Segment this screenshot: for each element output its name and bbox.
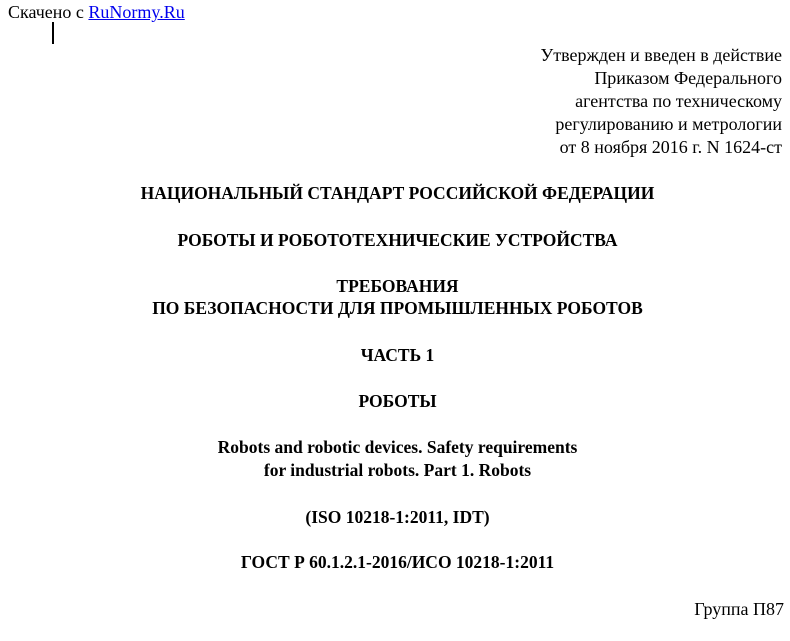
- approval-line: регулированию и метрологии: [555, 114, 782, 134]
- national-standard-heading: НАЦИОНАЛЬНЫЙ СТАНДАРТ РОССИЙСКОЙ ФЕДЕРАЦИИ: [140, 183, 655, 203]
- requirements-heading-line-1: ТРЕБОВАНИЯ: [336, 276, 459, 296]
- approval-line: Утвержден и введен в действие: [540, 45, 782, 65]
- approval-block: [540, 44, 782, 159]
- group-code: Группа П87: [694, 599, 784, 619]
- source-link[interactable]: RuNormy.Ru: [88, 2, 185, 22]
- part-number: ЧАСТЬ 1: [360, 345, 435, 365]
- approval-line: агентства по техническому: [575, 91, 782, 111]
- source-line: [8, 1, 185, 23]
- source-prefix: Скачено с: [8, 2, 89, 22]
- approval-line: от 8 ноября 2016 г. N 1624-ст: [559, 137, 782, 157]
- gost-code: ГОСТ Р 60.1.2.1-2016/ИСО 10218-1:2011: [240, 552, 555, 572]
- iso-reference: (ISO 10218-1:2011, IDT): [305, 507, 490, 527]
- part-title: РОБОТЫ: [358, 391, 437, 411]
- requirements-heading-line-2: ПО БЕЗОПАСНОСТИ ДЛЯ ПРОМЫШЛЕННЫХ РОБОТОВ: [152, 298, 643, 318]
- standard-title: РОБОТЫ И РОБОТОТЕХНИЧЕСКИЕ УСТРОЙСТВА: [177, 230, 618, 250]
- text-cursor: [52, 22, 54, 44]
- approval-line: Приказом Федерального: [594, 68, 782, 88]
- english-title-line-1: Robots and robotic devices. Safety requirements: [217, 437, 578, 457]
- english-title-line-2: for industrial robots. Part 1. Robots: [263, 460, 532, 480]
